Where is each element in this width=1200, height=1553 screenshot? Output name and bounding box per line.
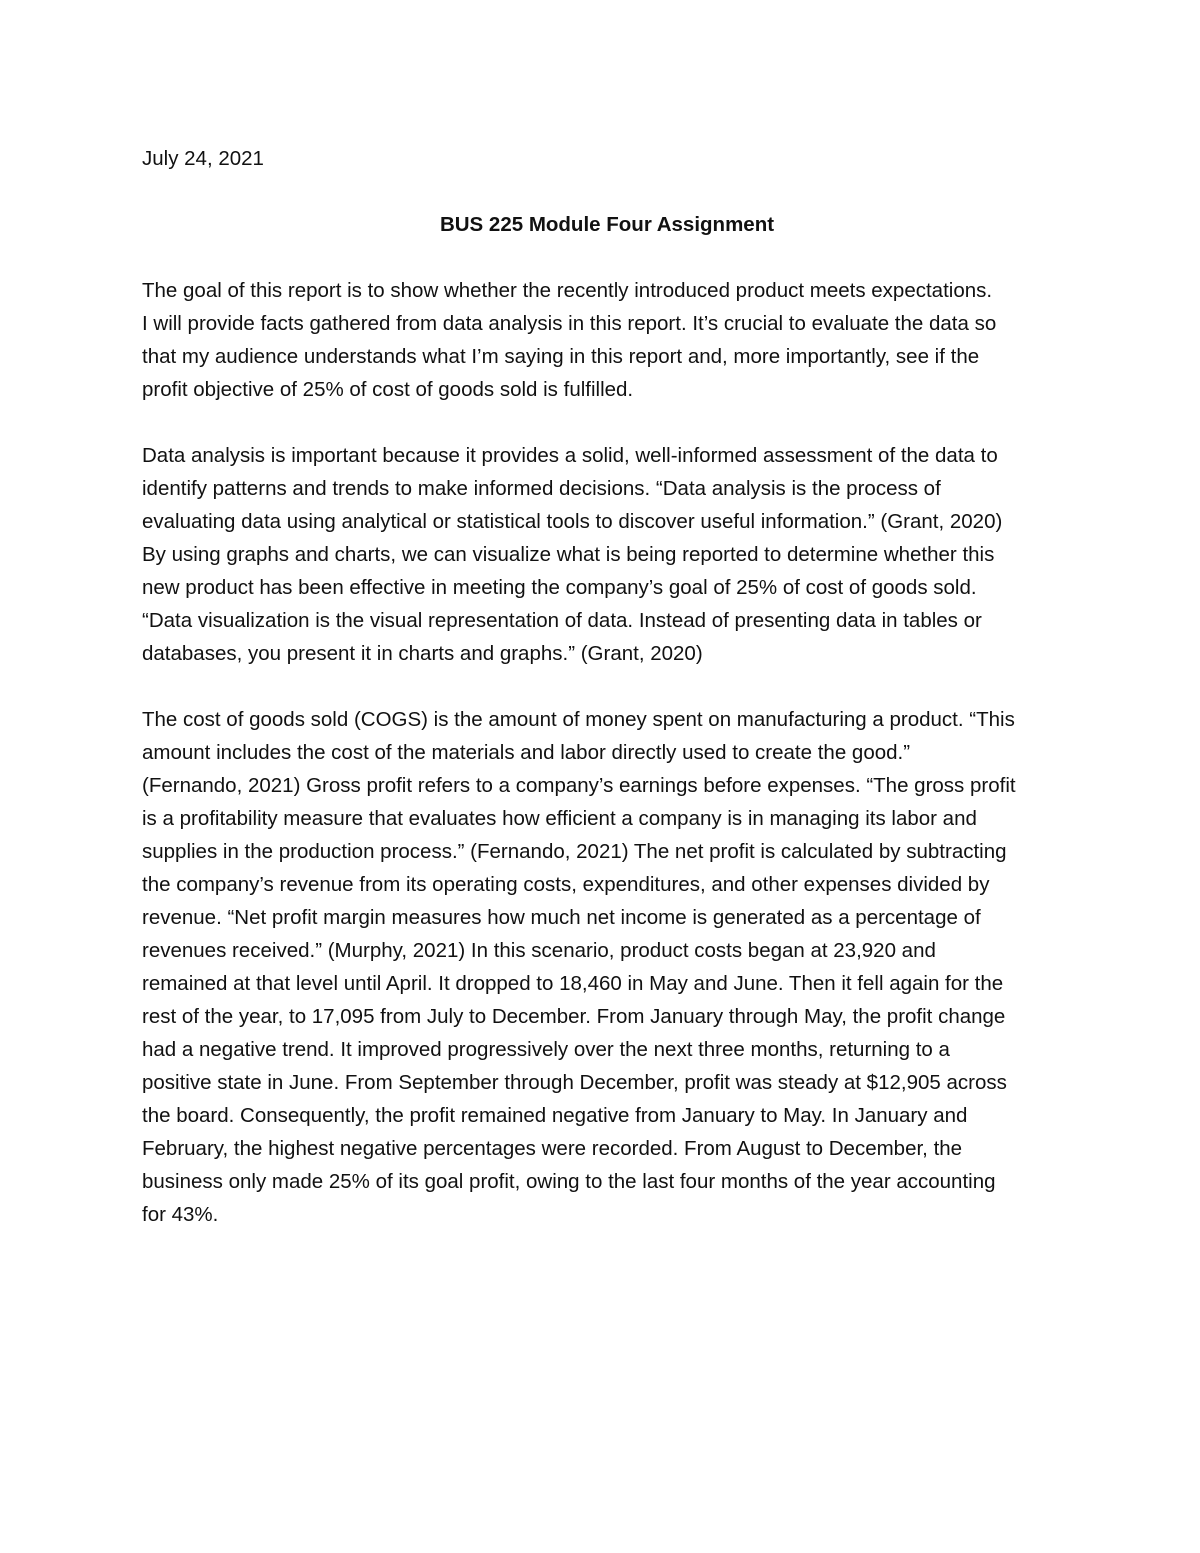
text-line: business only made 25% of its goal profit, owing to the last four months of the year accounting [142,1170,996,1193]
paragraph-data-analysis [142,439,1072,670]
text-line: the board. Consequently, the profit remained negative from January to May. In January and [142,1104,968,1127]
paragraph-intro [142,274,1072,406]
text-line: is a profitability measure that evaluates how efficient a company is in managing its labor and [142,807,977,830]
document-body [142,142,1072,1231]
text-line: By using graphs and charts, we can visualize what is being reported to determine whether this [142,543,995,566]
text-line: for 43%. [142,1203,219,1226]
text-line: rest of the year, to 17,095 from July to December. From January through May, the profit change [142,1005,1006,1028]
text-line: that my audience understands what I’m saying in this report and, more importantly, see if the [142,345,980,368]
text-line: positive state in June. From September through December, profit was steady at $12,905 across [142,1071,1007,1094]
text-line: Data analysis is important because it provides a solid, well-informed assessment of the data to [142,444,998,467]
text-line: evaluating data using analytical or statistical tools to discover useful information.” (Grant, 2020) [142,510,1003,533]
text-line: profit objective of 25% of cost of goods sold is fulfilled. [142,378,634,401]
text-line: identify patterns and trends to make informed decisions. “Data analysis is the process of [142,477,941,500]
text-line: the company’s revenue from its operating costs, expenditures, and other expenses divided by [142,873,990,896]
document-title: BUS 225 Module Four Assignment [439,213,775,236]
text-line: revenue. “Net profit margin measures how much net income is generated as a percentage of [142,906,981,929]
text-line: new product has been effective in meeting the company’s goal of 25% of cost of goods sold. [142,576,977,599]
text-line: remained at that level until April. It dropped to 18,460 in May and June. Then it fell again for the [142,972,1004,995]
text-line: The goal of this report is to show whether the recently introduced product meets expectations. [142,279,993,302]
text-line: revenues received.” (Murphy, 2021) In this scenario, product costs began at 23,920 and [142,939,936,962]
text-line: The cost of goods sold (COGS) is the amount of money spent on manufacturing a product. “This [142,708,1015,731]
text-line: had a negative trend. It improved progressively over the next three months, returning to a [142,1038,950,1061]
document-date: July 24, 2021 [142,147,264,170]
text-line: databases, you present it in charts and graphs.” (Grant, 2020) [142,642,703,665]
text-line: amount includes the cost of the materials and labor directly used to create the good.” [142,741,911,764]
text-line: (Fernando, 2021) Gross profit refers to a company’s earnings before expenses. “The gross profit [142,774,1016,797]
text-line: “Data visualization is the visual representation of data. Instead of presenting data in tables or [142,609,982,632]
text-line: I will provide facts gathered from data analysis in this report. It’s crucial to evaluate the data so [142,312,997,335]
text-line: February, the highest negative percentages were recorded. From August to December, the [142,1137,963,1160]
paragraph-cogs [142,703,1072,1231]
text-line: supplies in the production process.” (Fernando, 2021) The net profit is calculated by subtracting [142,840,1007,863]
